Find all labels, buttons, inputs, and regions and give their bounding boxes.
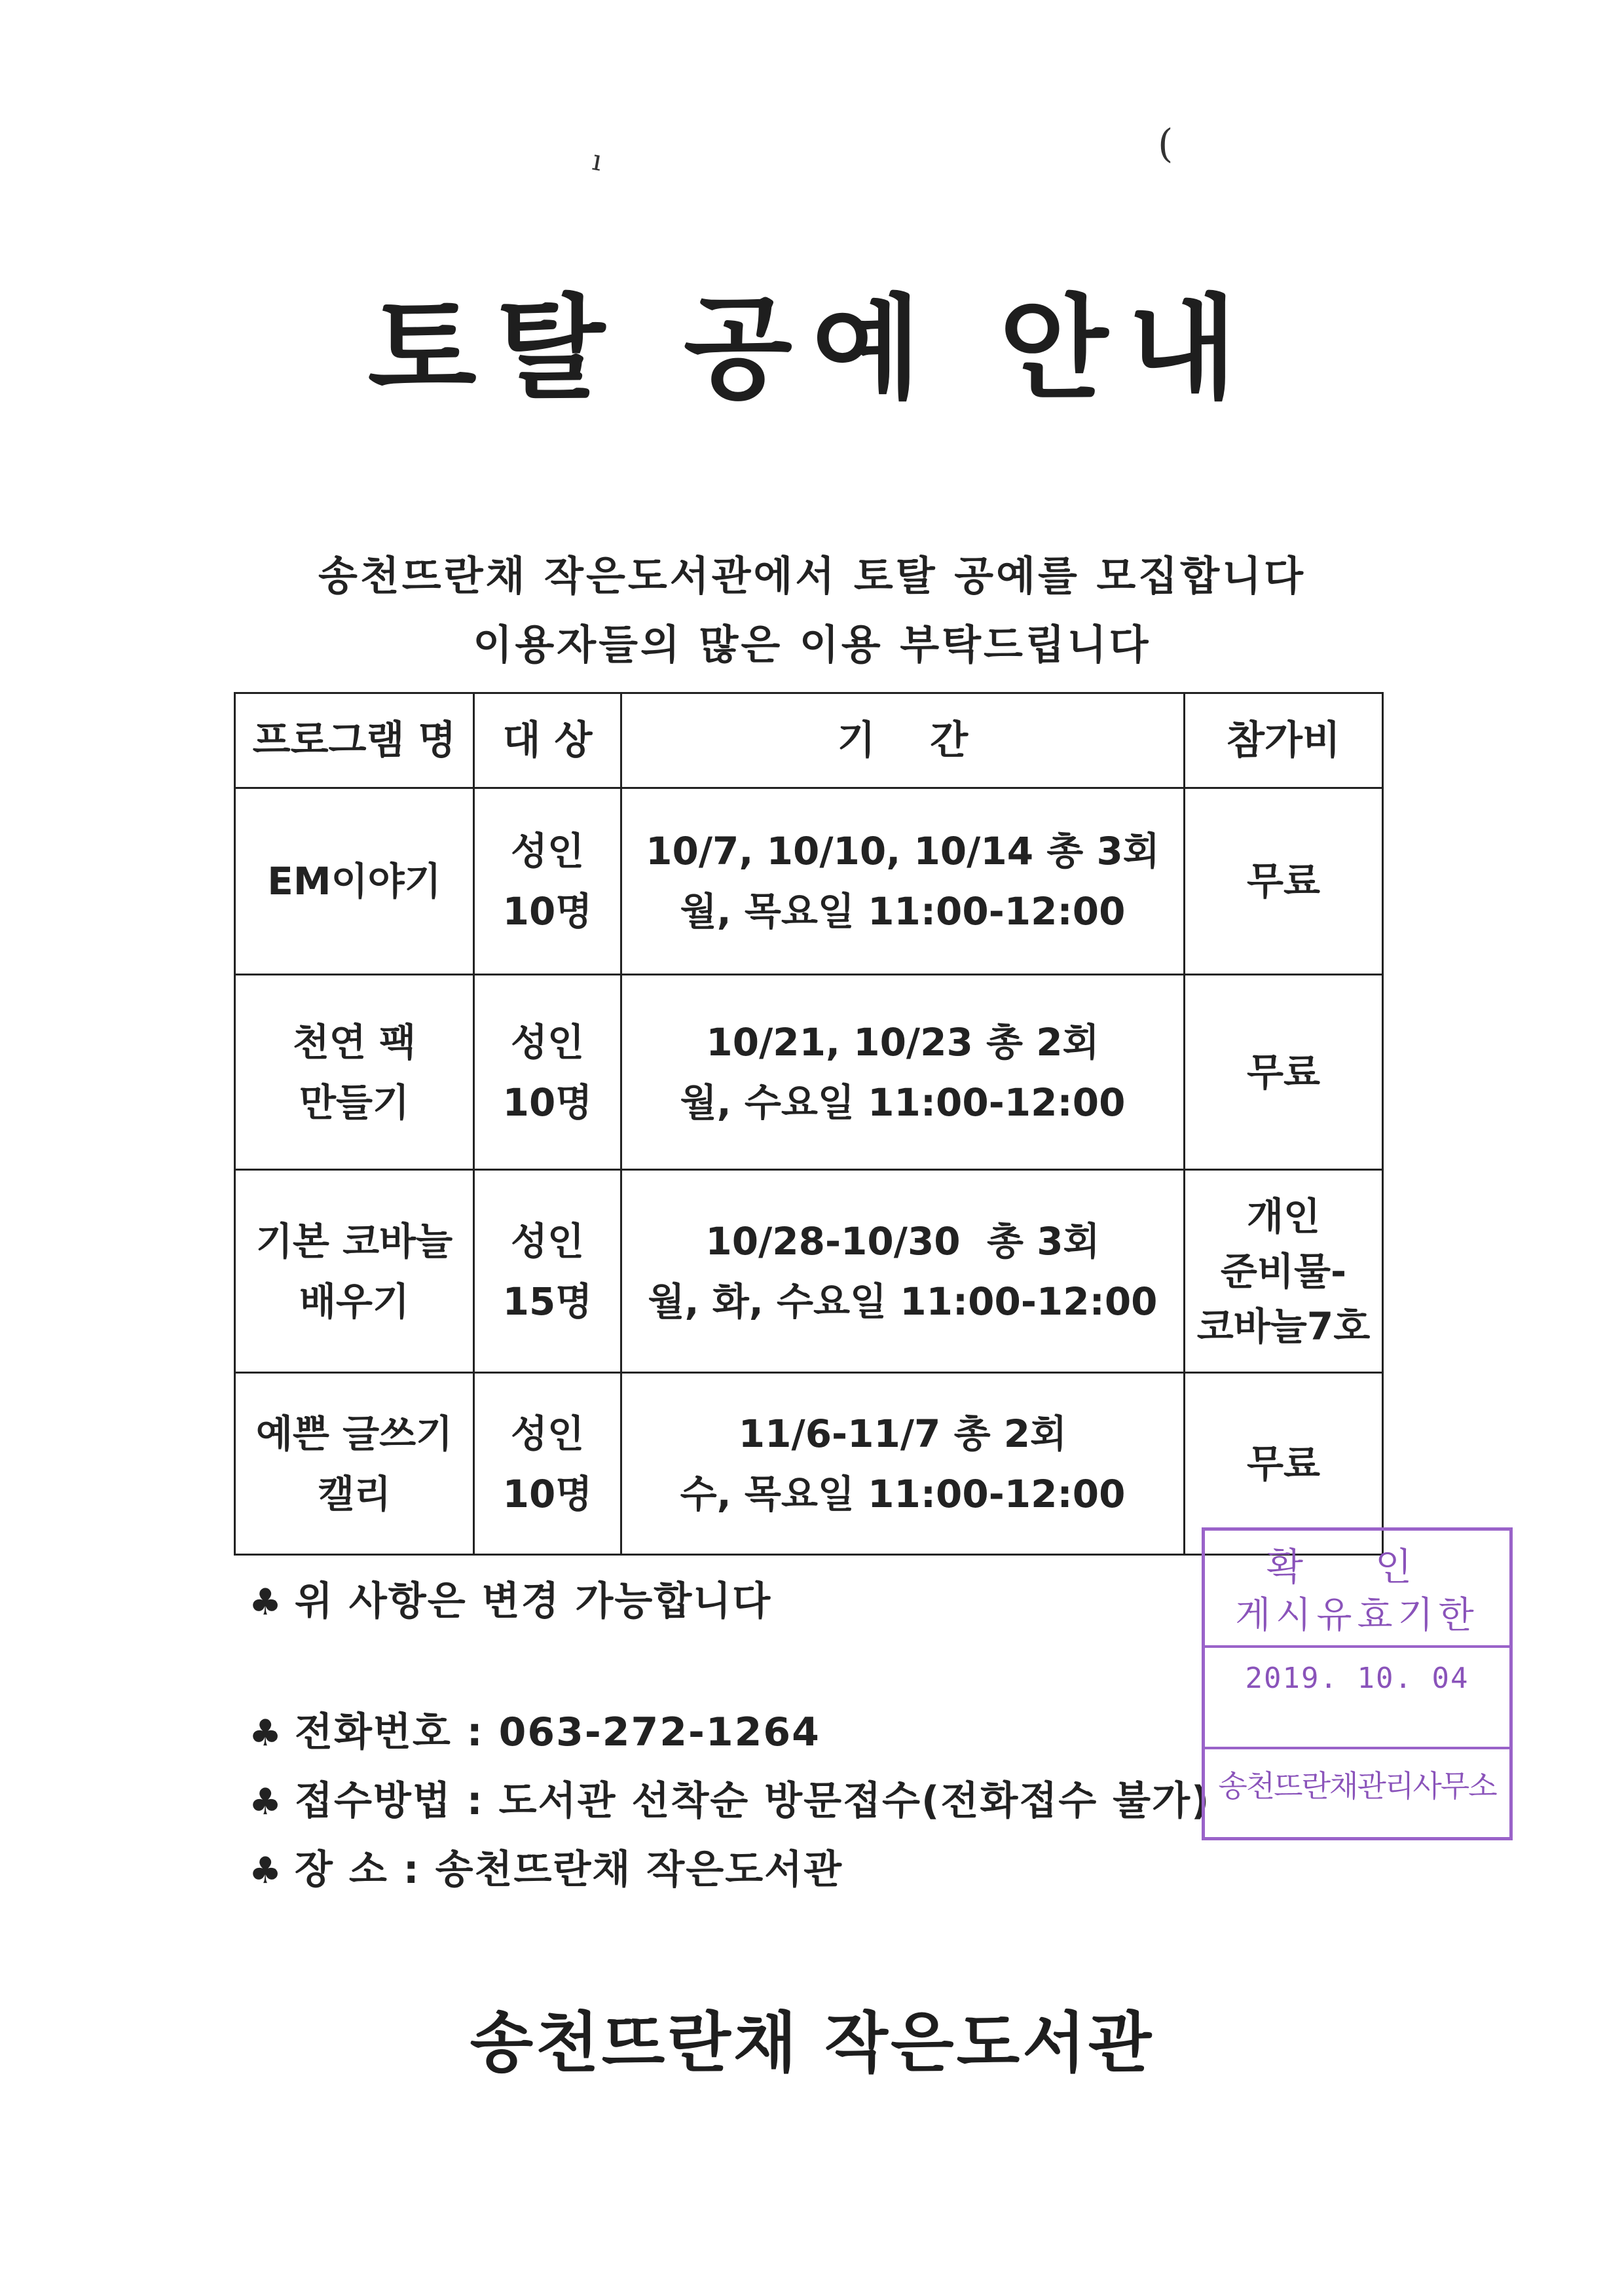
target-line: 성인 <box>510 829 585 873</box>
period-cell <box>621 788 1185 975</box>
program-name: 만들기 <box>299 1080 410 1125</box>
fee-cell <box>1185 788 1383 975</box>
table-row <box>235 975 1383 1170</box>
period-line: 11/6-11/7 총 2회 <box>738 1411 1067 1456</box>
fee-line: 준비물- <box>1220 1248 1347 1294</box>
note-place <box>249 1838 843 1895</box>
intro-line-2: 이용자들의 많은 이용 부탁드립니다 <box>473 621 1151 668</box>
footer-organization: 송천뜨란채 작은도서관 <box>470 2005 1154 2081</box>
target-line: 성인 <box>510 1411 585 1456</box>
header-program-name: 프로그램 명 <box>235 693 474 788</box>
target-line: 성인 <box>510 1019 585 1065</box>
stamp-date: 2019. 10. 04 <box>1245 1662 1469 1695</box>
intro-line-1: 송천뜨란채 작은도서관에서 토탈 공예를 모집합니다 <box>318 552 1306 600</box>
fee-cell <box>1185 975 1383 1170</box>
stamp-office: 송천뜨란채관리사무소 <box>1205 1747 1509 1828</box>
target-cell <box>474 788 621 975</box>
target-line: 10명 <box>502 1080 593 1125</box>
fee-line: 무료 <box>1246 1441 1321 1486</box>
target-line: 성인 <box>510 1218 585 1264</box>
stamp-confirm-text: 확인 <box>1266 1544 1485 1589</box>
period-line: 월, 화, 수요일 11:00-12:00 <box>648 1279 1158 1324</box>
note-method <box>249 1770 1210 1826</box>
program-name-cell <box>235 975 474 1170</box>
target-line: 10명 <box>502 1471 593 1516</box>
table-row <box>235 788 1383 975</box>
club-icon: ♣ <box>249 1781 284 1823</box>
period-cell <box>621 1170 1185 1373</box>
club-icon: ♣ <box>249 1581 284 1624</box>
note-text: 장 소 : 송천뜨란채 작은도서관 <box>295 1847 843 1893</box>
table-row <box>235 1170 1383 1373</box>
note-change-notice <box>249 1570 771 1626</box>
period-line: 수, 목요일 11:00-12:00 <box>680 1471 1126 1516</box>
program-name-cell <box>235 1170 474 1373</box>
note-text: 위 사항은 변경 가능합니다 <box>295 1578 772 1624</box>
fee-line: 무료 <box>1246 859 1321 903</box>
program-name-cell <box>235 788 474 975</box>
target-cell <box>474 975 621 1170</box>
period-line: 월, 목요일 11:00-12:00 <box>680 889 1126 934</box>
program-table <box>234 692 1384 1556</box>
program-name: 천연 팩 <box>292 1019 416 1065</box>
program-name: EM이야기 <box>267 859 441 903</box>
note-text: 전화번호 : 063-272-1264 <box>295 1709 821 1755</box>
program-name: 기본 코바늘 <box>255 1218 453 1264</box>
period-line: 10/28-10/30 총 3회 <box>705 1218 1100 1264</box>
club-icon: ♣ <box>249 1712 284 1755</box>
target-line: 15명 <box>502 1279 593 1324</box>
period-line: 10/21, 10/23 총 2회 <box>706 1019 1099 1065</box>
header-period: 기 간 <box>621 693 1185 788</box>
club-icon: ♣ <box>249 1850 284 1892</box>
fee-line: 무료 <box>1246 1049 1321 1095</box>
period-cell <box>621 1373 1185 1555</box>
scan-mark: ( <box>1158 121 1173 167</box>
table-header-row <box>235 693 1383 788</box>
program-name-cell <box>235 1373 474 1555</box>
target-cell <box>474 1170 621 1373</box>
target-line: 10명 <box>502 889 593 934</box>
scan-mark: ı <box>589 143 605 178</box>
note-text: 접수방법 : 도서관 선착순 방문접수(전화접수 불가) <box>295 1778 1211 1824</box>
header-fee: 참가비 <box>1185 693 1383 788</box>
period-line: 월, 수요일 11:00-12:00 <box>680 1080 1126 1125</box>
fee-line: 코바늘7호 <box>1196 1303 1371 1349</box>
target-cell <box>474 1373 621 1555</box>
period-cell <box>621 975 1185 1170</box>
stamp-validity-label: 게시유효기한 <box>1205 1586 1509 1648</box>
note-phone <box>249 1701 821 1757</box>
program-name: 캘리 <box>317 1471 392 1516</box>
approval-stamp <box>1202 1527 1513 1840</box>
fee-line: 개인 <box>1246 1194 1321 1239</box>
program-name: 예쁜 글쓰기 <box>255 1411 453 1456</box>
fee-cell <box>1185 1170 1383 1373</box>
period-line: 10/7, 10/10, 10/14 총 3회 <box>646 829 1160 873</box>
document-title: 토탈 공예 안내 <box>367 283 1257 414</box>
program-name: 배우기 <box>299 1279 410 1324</box>
header-target: 대 상 <box>474 693 621 788</box>
